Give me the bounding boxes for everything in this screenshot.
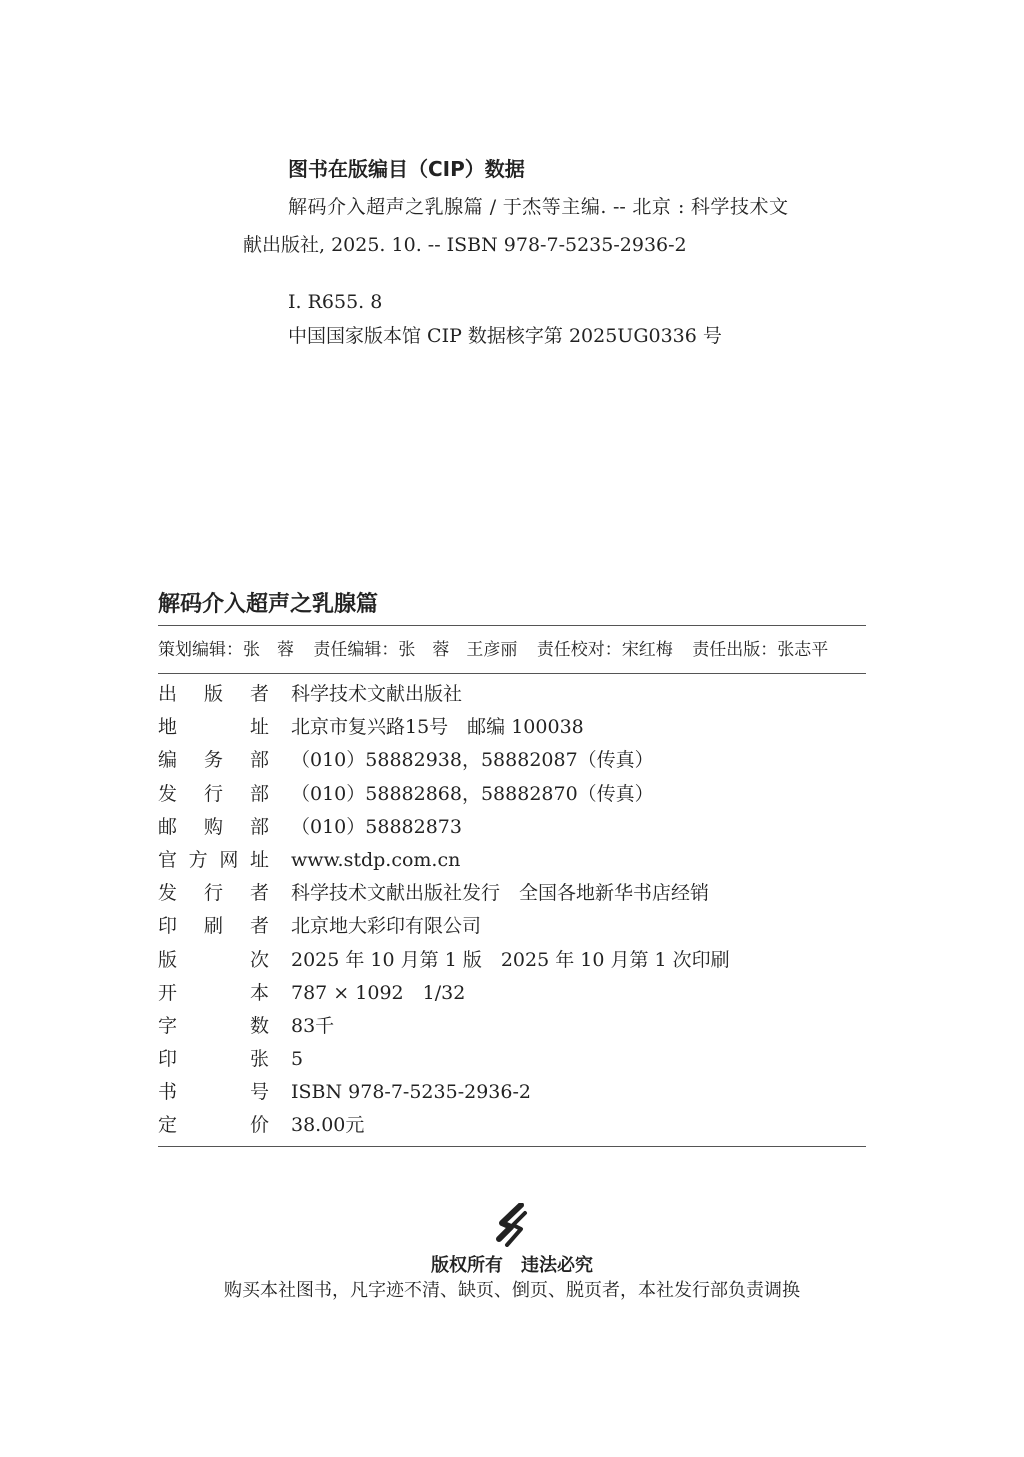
info-row: [158, 844, 866, 877]
info-key-char: 行: [203, 882, 223, 905]
info-row: [158, 910, 866, 943]
info-row: [158, 1109, 866, 1142]
publishing-manager-label: 责任出版：: [692, 640, 778, 660]
info-key-char: 字: [158, 1014, 178, 1037]
publishing-manager: 张志平: [777, 640, 829, 660]
info-row: [158, 977, 866, 1010]
info-value: www.stdp.com.cn: [291, 848, 461, 871]
info-key: [158, 678, 269, 711]
info-key-char: 方: [188, 848, 208, 871]
info-key: [158, 1010, 269, 1043]
info-key-char: 网: [219, 848, 239, 871]
replacement-notice: 购买本社图书，凡字迹不清、缺页、倒页、脱页者，本社发行部负责调换: [224, 1280, 800, 1301]
info-row: [158, 744, 866, 777]
editors-rule: [158, 673, 866, 674]
info-key-char: 定: [158, 1114, 178, 1137]
info-key-char: 张: [249, 1048, 269, 1071]
cip-record: 中国国家版本馆 CIP 数据核字第 2025UG0336 号: [288, 325, 722, 347]
info-key-char: 部: [249, 749, 269, 772]
info-key-char: 址: [249, 848, 269, 871]
info-key-char: 部: [249, 815, 269, 838]
info-bottom-rule: [158, 1146, 866, 1147]
info-row: [158, 811, 866, 844]
info-key-char: 版: [203, 683, 223, 705]
title-rule: [158, 625, 866, 626]
info-value: （010）58882873: [291, 815, 462, 838]
info-key: [158, 910, 269, 943]
info-key: [158, 977, 269, 1010]
info-key: [158, 877, 269, 910]
info-key-char: 编: [158, 749, 178, 772]
cip-heading: 图书在版编目（CIP）数据: [288, 157, 525, 181]
info-value: 787 × 1092 1/32: [291, 981, 466, 1004]
info-key-char: 出: [158, 683, 178, 705]
cip-classification: Ⅰ. R655. 8: [288, 291, 383, 313]
info-key: [158, 1043, 269, 1076]
info-key-char: 次: [249, 948, 269, 971]
info-key-char: 数: [249, 1014, 269, 1037]
info-row: [158, 1043, 866, 1076]
info-key-char: 书: [158, 1081, 178, 1104]
info-row: [158, 678, 866, 711]
info-value: 5: [291, 1048, 304, 1071]
info-row: [158, 1010, 866, 1043]
copyright-statement: 版权所有 违法必究: [431, 1255, 593, 1276]
info-row: [158, 1076, 866, 1109]
info-key-char: 邮: [158, 815, 178, 838]
info-key-char: 行: [203, 782, 223, 805]
info-key-char: 刷: [203, 915, 223, 938]
book-title: 解码介入超声之乳腺篇: [158, 592, 379, 617]
info-row: [158, 778, 866, 811]
info-key: [158, 811, 269, 844]
info-row: [158, 877, 866, 910]
responsible-editor-label: 责任编辑：: [313, 640, 399, 660]
info-key-char: 官: [158, 848, 178, 871]
info-value: （010）58882938，58882087（传真）: [291, 749, 654, 772]
planning-editor: 张 蓉: [243, 640, 294, 660]
info-value: ISBN 978-7-5235-2936-2: [291, 1081, 531, 1104]
info-row: [158, 944, 866, 977]
responsible-editor: 张 蓉 王彦丽: [398, 640, 518, 660]
info-key-char: 号: [249, 1081, 269, 1104]
cip-entry: 解码介入超声之乳腺篇 / 于杰等主编. -- 北京 : 科学技术文献出版社, 2025. 10. -- ISBN 978-7-5235-2936-2: [243, 196, 788, 256]
info-key-char: 务: [203, 749, 223, 772]
info-value: 科学技术文献出版社发行 全国各地新华书店经销: [291, 882, 710, 905]
planning-editor-label: 策划编辑：: [158, 640, 243, 660]
info-key: [158, 744, 269, 777]
info-key-char: 印: [158, 915, 178, 938]
info-value: 83千: [291, 1014, 335, 1037]
info-key-char: 址: [249, 716, 269, 739]
info-key-char: 开: [158, 981, 178, 1004]
info-value: 38.00元: [291, 1114, 365, 1137]
info-value: 科学技术文献出版社: [291, 683, 463, 705]
info-row: [158, 711, 866, 744]
info-value: （010）58882868，58882870（传真）: [291, 782, 654, 805]
info-key: [158, 944, 269, 977]
info-key-char: 发: [158, 782, 178, 805]
info-key-char: 部: [249, 782, 269, 805]
proofreader-label: 责任校对：: [536, 640, 622, 660]
editors-line: [158, 637, 866, 663]
info-key-char: 印: [158, 1048, 178, 1071]
info-key-char: 地: [158, 716, 178, 739]
info-value: 北京地大彩印有限公司: [291, 915, 482, 938]
info-key-char: 购: [203, 815, 223, 838]
publication-info-table: [158, 678, 866, 1143]
info-key: [158, 1076, 269, 1109]
info-value: 2025 年 10 月第 1 版 2025 年 10 月第 1 次印刷: [291, 948, 730, 971]
info-key: [158, 711, 269, 744]
info-key-char: 价: [249, 1114, 269, 1137]
info-key-char: 本: [249, 981, 269, 1004]
info-key: [158, 844, 269, 877]
info-key-char: 者: [249, 683, 269, 705]
info-value: 北京市复兴路15号 邮编 100038: [291, 716, 584, 739]
info-key: [158, 1109, 269, 1142]
info-key: [158, 778, 269, 811]
info-key-char: 版: [158, 948, 178, 971]
publisher-logo-icon: [493, 1203, 531, 1247]
proofreader: 宋红梅: [621, 640, 673, 660]
info-key-char: 发: [158, 882, 178, 905]
info-key-char: 者: [249, 882, 269, 905]
info-key-char: 者: [249, 915, 269, 938]
